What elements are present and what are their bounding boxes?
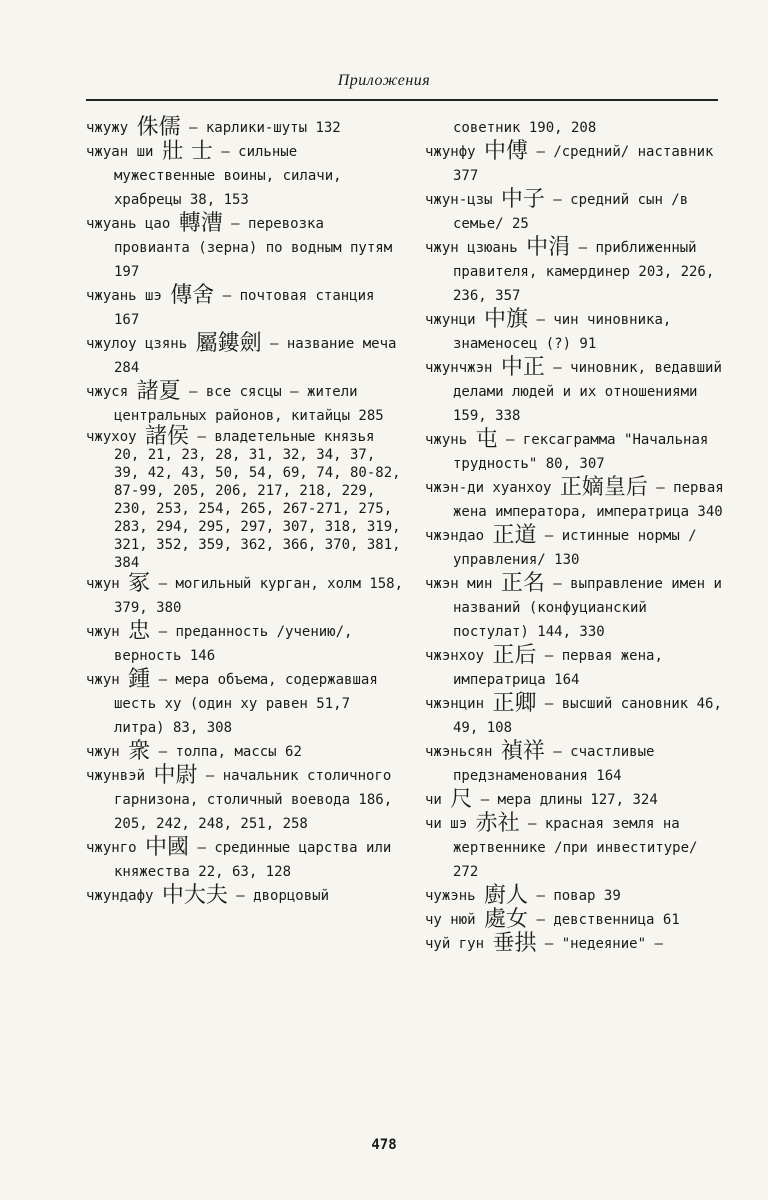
entry-hanzi: 中大夫: [161, 883, 228, 908]
entry-definition: — чин чиновника, знаменосец (?) 91: [453, 312, 672, 352]
glossary-entry: [425, 740, 730, 788]
entry-definition: — мера длины 127, 324: [472, 792, 658, 808]
entry-hanzi: 壯 士: [161, 139, 213, 164]
entry-definition: — гексаграмма "Начальная трудность" 80, 307: [453, 432, 709, 472]
entry-hanzi: 正名: [500, 571, 545, 596]
entry-definition: — толпа, массы 62: [150, 744, 302, 760]
entry-definition: — девственница 61: [528, 912, 680, 928]
entry-hanzi: 正卿: [492, 691, 537, 716]
entry-term: чжун: [86, 624, 129, 640]
entry-term: чжужу: [86, 120, 137, 136]
entry-term: чжуань шэ: [86, 288, 171, 304]
glossary-entry: [425, 356, 730, 428]
entry-hanzi: 衆: [128, 739, 151, 764]
glossary-entry: [425, 788, 730, 812]
glossary-entry: [86, 668, 406, 740]
entry-hanzi: 中子: [500, 187, 545, 212]
glossary-entry: [425, 812, 730, 884]
entry-hanzi: 諸侯: [145, 424, 190, 449]
entry-hanzi: 屬鏤劍: [195, 331, 262, 356]
entry-hanzi: 中傅: [484, 139, 529, 164]
entry-definition: — преданность /учению/, верность 146: [114, 624, 353, 664]
glossary-entry: [425, 188, 730, 236]
entry-definition: — карлики-шуты 132: [180, 120, 341, 136]
glossary-entry: [86, 740, 406, 764]
entry-definition: — высший сановник 46, 49, 108: [453, 696, 722, 736]
glossary-entry: [86, 284, 406, 332]
glossary-entry: [86, 836, 406, 884]
entry-definition: — сильные мужественные воины, силачи, храбрецы 38, 153: [114, 144, 342, 208]
entry-term: чжэньсян: [425, 744, 501, 760]
entry-hanzi: 廚人: [484, 883, 529, 908]
entry-term: чуй гун: [425, 936, 493, 952]
entry-term: чжун цзюань: [425, 240, 527, 256]
glossary-entry: [86, 884, 406, 908]
entry-definition: — повар 39: [528, 888, 621, 904]
right-column: [425, 116, 730, 956]
entry-definition: — срединные царства или княжества 22, 63, 128: [114, 840, 392, 880]
entry-hanzi: 轉漕: [178, 211, 223, 236]
entry-hanzi: 赤社: [475, 811, 520, 836]
glossary-entry: [425, 140, 730, 188]
entry-term: чжуся: [86, 384, 137, 400]
entry-hanzi: 中國: [145, 835, 190, 860]
entry-term: чжэн мин: [425, 576, 501, 592]
entry-term: чжэндао: [425, 528, 493, 544]
entry-hanzi: 正后: [492, 643, 537, 668]
entry-term: чжулоу цзянь: [86, 336, 196, 352]
glossary-entry: [86, 620, 406, 668]
glossary-entry: [425, 308, 730, 356]
glossary-entry: [425, 644, 730, 692]
glossary-entry: [86, 572, 406, 620]
entry-definition: — приближенный правителя, камердинер 203, 226, 236, 357: [453, 240, 715, 304]
entry-term: чжэн-ди хуанхоу: [425, 480, 560, 496]
entry-term: чжун: [86, 744, 129, 760]
entry-term: чи: [425, 792, 451, 808]
entry-hanzi: 尺: [450, 787, 473, 812]
glossary-entry: [86, 140, 406, 212]
entry-term: чжунь: [425, 432, 476, 448]
glossary-entry: [425, 524, 730, 572]
entry-term: чжуань цао: [86, 216, 179, 232]
glossary-entry: [425, 932, 730, 956]
entry-term: чу нюй: [425, 912, 485, 928]
glossary-entry: [86, 332, 406, 380]
entry-definition: — красная земля на жертвеннике /при инвеституре/ 272: [453, 816, 698, 880]
entry-term: чжун: [86, 672, 129, 688]
entry-hanzi: 垂拱: [492, 931, 537, 956]
entry-hanzi: 處女: [484, 907, 529, 932]
entry-term: чжэнцин: [425, 696, 493, 712]
entry-term: чжундафу: [86, 888, 162, 904]
entry-term: чжунго: [86, 840, 146, 856]
left-column: [86, 116, 406, 908]
entry-hanzi: 正嫡皇后: [559, 475, 648, 500]
entry-hanzi: 中尉: [153, 763, 198, 788]
glossary-entry: [425, 908, 730, 932]
glossary-entry: [425, 236, 730, 308]
entry-definition: — счастливые предзнаменования 164: [453, 744, 655, 784]
entry-definition: — почтовая станция 167: [114, 288, 375, 328]
entry-definition: — название меча 284: [114, 336, 397, 376]
entry-definition: — начальник столичного гарнизона, столичный воевода 186, 205, 242, 248, 251, 258: [114, 768, 393, 832]
entry-definition: — владетельные князья 20, 21, 23, 28, 31, 32, 34, 37, 39, 42, 43, 50, 54, 69, 74, 80-82, 87-99, 205, 206, 217, 218, 229, 230, 253, 254, 265, 267-271, 275, 283, 294, 295, 297, 307, 318, 319, 321, 352, 359, 362, 366, 370, 381, 384: [114, 429, 401, 571]
glossary-entry: [425, 572, 730, 644]
entry-definition: советник 190, 208: [453, 120, 597, 136]
entry-hanzi: 中旗: [484, 307, 529, 332]
entry-definition: — мера объема, содержавшая шесть ху (один ху равен 51,7 литра) 83, 308: [114, 672, 378, 736]
glossary-entry: [425, 116, 730, 140]
glossary-entry: [425, 476, 730, 524]
entry-hanzi: 侏儒: [136, 115, 181, 140]
entry-hanzi: 正道: [492, 523, 537, 548]
header-rule: [86, 99, 718, 101]
entry-term: чжунвэй: [86, 768, 154, 784]
entry-definition: — перевозка провианта (зерна) по водным путям 197: [114, 216, 393, 280]
entry-definition: — первая жена императора, императрица 340: [453, 480, 724, 520]
entry-definition: — "недеяние" —: [536, 936, 663, 952]
entry-term: чжэнхоу: [425, 648, 493, 664]
glossary-entry: [86, 764, 406, 836]
entry-term: чжуан ши: [86, 144, 162, 160]
entry-hanzi: 屯: [475, 427, 498, 452]
entry-term: чи шэ: [425, 816, 476, 832]
glossary-entry: [86, 380, 406, 428]
entry-definition: — выправление имен и названий (конфуцианский постулат) 144, 330: [453, 576, 722, 640]
entry-term: чжун-цзы: [425, 192, 501, 208]
entry-definition: — чиновник, ведавший делами людей и их отношениями 159, 338: [453, 360, 722, 424]
entry-term: чжухоу: [86, 429, 146, 445]
entry-hanzi: 諸夏: [136, 379, 181, 404]
entry-term: чжун: [86, 576, 129, 592]
entry-definition: — первая жена, императрица 164: [453, 648, 663, 688]
entry-term: чжунчжэн: [425, 360, 501, 376]
glossary-entry: [86, 116, 406, 140]
entry-definition: — могильный курган, холм 158, 379, 380: [114, 576, 404, 616]
entry-hanzi: 傳舍: [170, 283, 215, 308]
entry-hanzi: 忠: [128, 619, 151, 644]
glossary-entry: [425, 884, 730, 908]
glossary-entry: [86, 212, 406, 284]
entry-hanzi: 中正: [500, 355, 545, 380]
entry-hanzi: 冢: [128, 571, 151, 596]
entry-definition: — истинные нормы /управления/ 130: [453, 528, 697, 568]
glossary-entry: [86, 424, 406, 572]
page-header-title: Приложения: [337, 72, 431, 89]
entry-hanzi: 鍾: [128, 667, 151, 692]
entry-hanzi: 禎祥: [500, 739, 545, 764]
entry-hanzi: 中涓: [526, 235, 571, 260]
entry-term: чжунфу: [425, 144, 485, 160]
glossary-entry: [425, 428, 730, 476]
entry-definition: — средний сын /в семье/ 25: [453, 192, 689, 232]
entry-term: чжунци: [425, 312, 485, 328]
entry-definition: — все сясцы — жители центральных районов, китайцы 285: [114, 384, 384, 424]
glossary-entry: [425, 692, 730, 740]
entry-term: чужэнь: [425, 888, 485, 904]
page-number: 478: [371, 1137, 397, 1153]
entry-definition: — /средний/ наставник 377: [453, 144, 714, 184]
entry-definition: — дворцовый: [227, 888, 330, 904]
